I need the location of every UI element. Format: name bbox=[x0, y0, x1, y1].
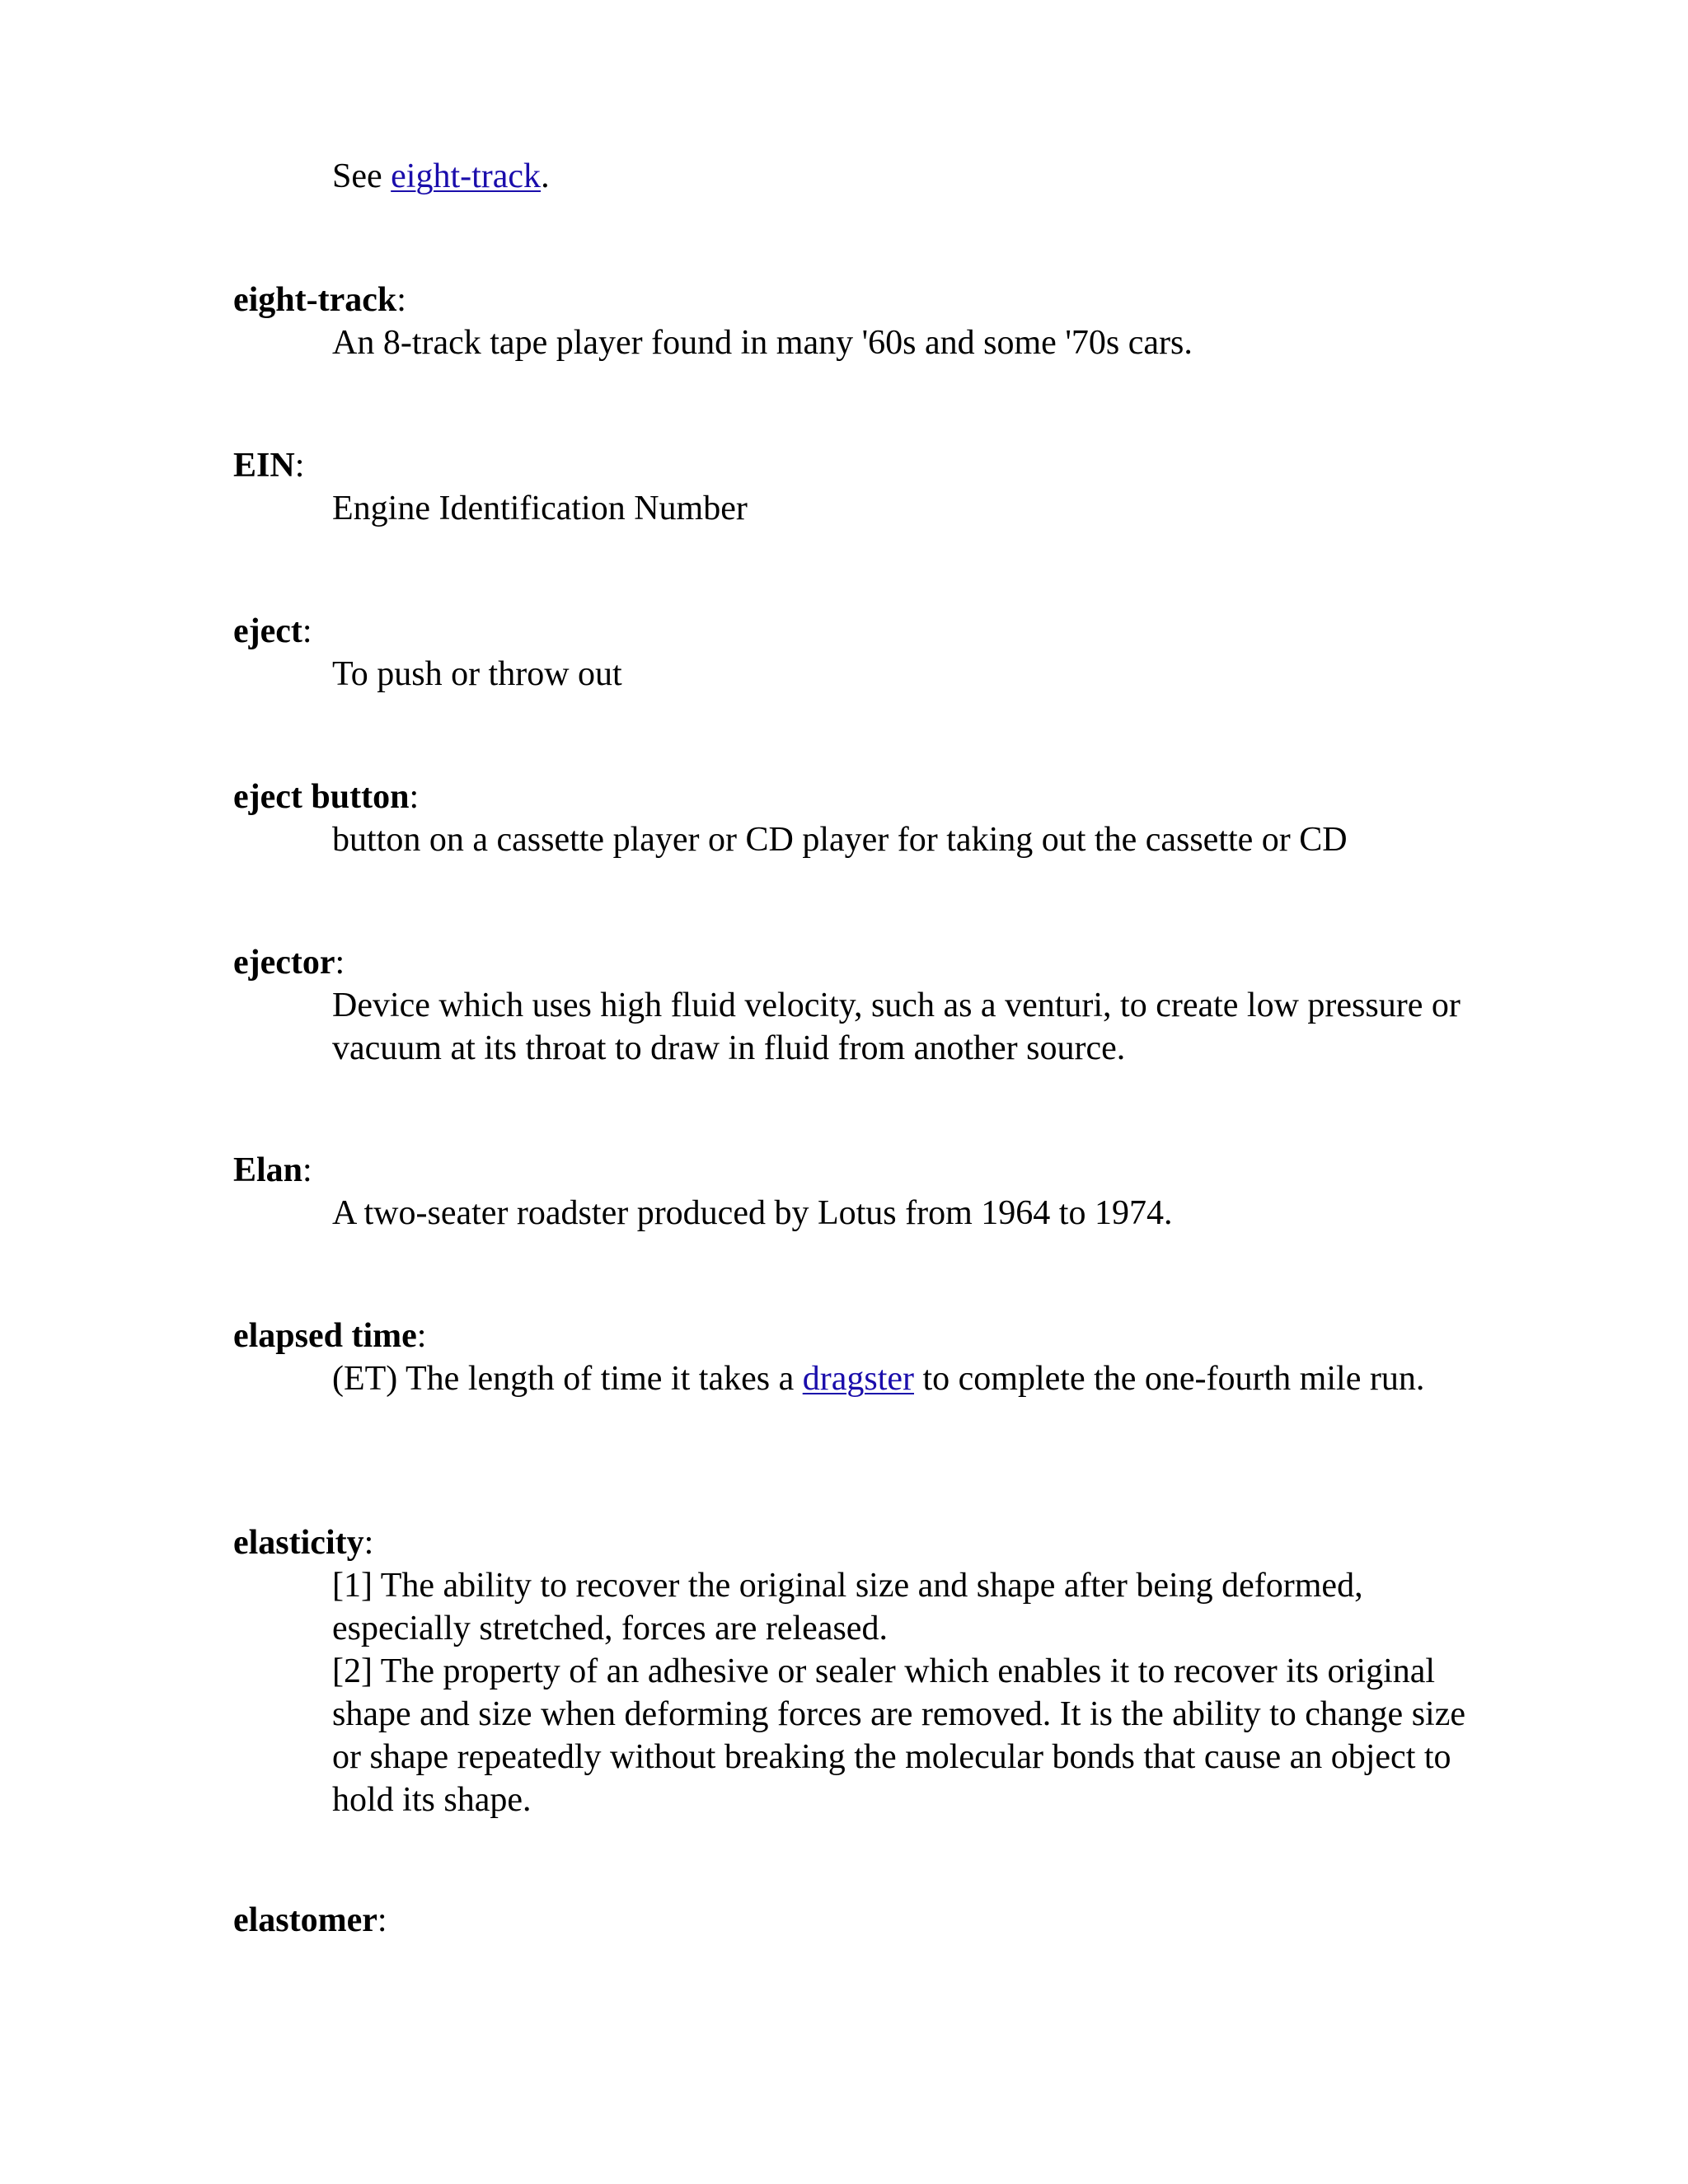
entry-ein bbox=[233, 444, 1470, 530]
entry-elastomer bbox=[233, 1899, 1470, 1942]
entry-definition: Engine Identification Number bbox=[332, 490, 748, 527]
entry-term: Elan: bbox=[233, 1151, 312, 1189]
entry-eject bbox=[233, 610, 1470, 696]
definition-sense-2: [2] The property of an adhesive or sealer which enables it to recover its original shape and size when deforming forces are removed. It is the ability to change size or shape repeatedly without breaking the molecular bonds that cause an object to hold its shape. bbox=[332, 1652, 1465, 1819]
entry-eight-track bbox=[233, 279, 1470, 364]
entry-term: eight-track: bbox=[233, 281, 406, 319]
entry-elapsed-time bbox=[233, 1315, 1470, 1400]
entry-definition bbox=[332, 1564, 1470, 1821]
entry-eject-button bbox=[233, 776, 1470, 861]
entry-term: elasticity: bbox=[233, 1524, 374, 1562]
entry-elasticity bbox=[233, 1521, 1470, 1821]
entry-elan bbox=[233, 1149, 1470, 1235]
see-suffix: . bbox=[541, 157, 550, 195]
entry-definition: A two-seater roadster produced by Lotus from 1964 to 1974. bbox=[332, 1194, 1173, 1232]
entry-definition: To push or throw out bbox=[332, 655, 622, 693]
link-eight-track[interactable]: eight-track bbox=[391, 157, 542, 195]
entry-ejector bbox=[233, 941, 1470, 1070]
entry-definition: button on a cassette player or CD player for taking out the cassette or CD bbox=[332, 821, 1348, 859]
entry-definition: Device which uses high fluid velocity, such as a venturi, to create low pressure or vacuum at its throat to draw in fluid from another source. bbox=[332, 987, 1461, 1067]
link-dragster[interactable]: dragster bbox=[802, 1360, 914, 1398]
definition-sense-1: [1] The ability to recover the original size and shape after being deformed, especially stretched, forces are released. bbox=[332, 1567, 1363, 1647]
entry-term: elapsed time: bbox=[233, 1317, 427, 1355]
entry-definition: An 8-track tape player found in many '60s and some '70s cars. bbox=[332, 324, 1193, 362]
see-prefix: See bbox=[332, 157, 392, 195]
entry-term: elastomer: bbox=[233, 1901, 387, 1939]
entry-term: eject button: bbox=[233, 778, 420, 816]
entry-definition: (ET) The length of time it takes a dragster to complete the one-fourth mile run. bbox=[332, 1360, 1425, 1398]
see-also-line bbox=[332, 155, 550, 198]
entry-term: ejector: bbox=[233, 944, 345, 982]
entry-term: eject: bbox=[233, 612, 312, 650]
entry-term: EIN: bbox=[233, 447, 305, 485]
